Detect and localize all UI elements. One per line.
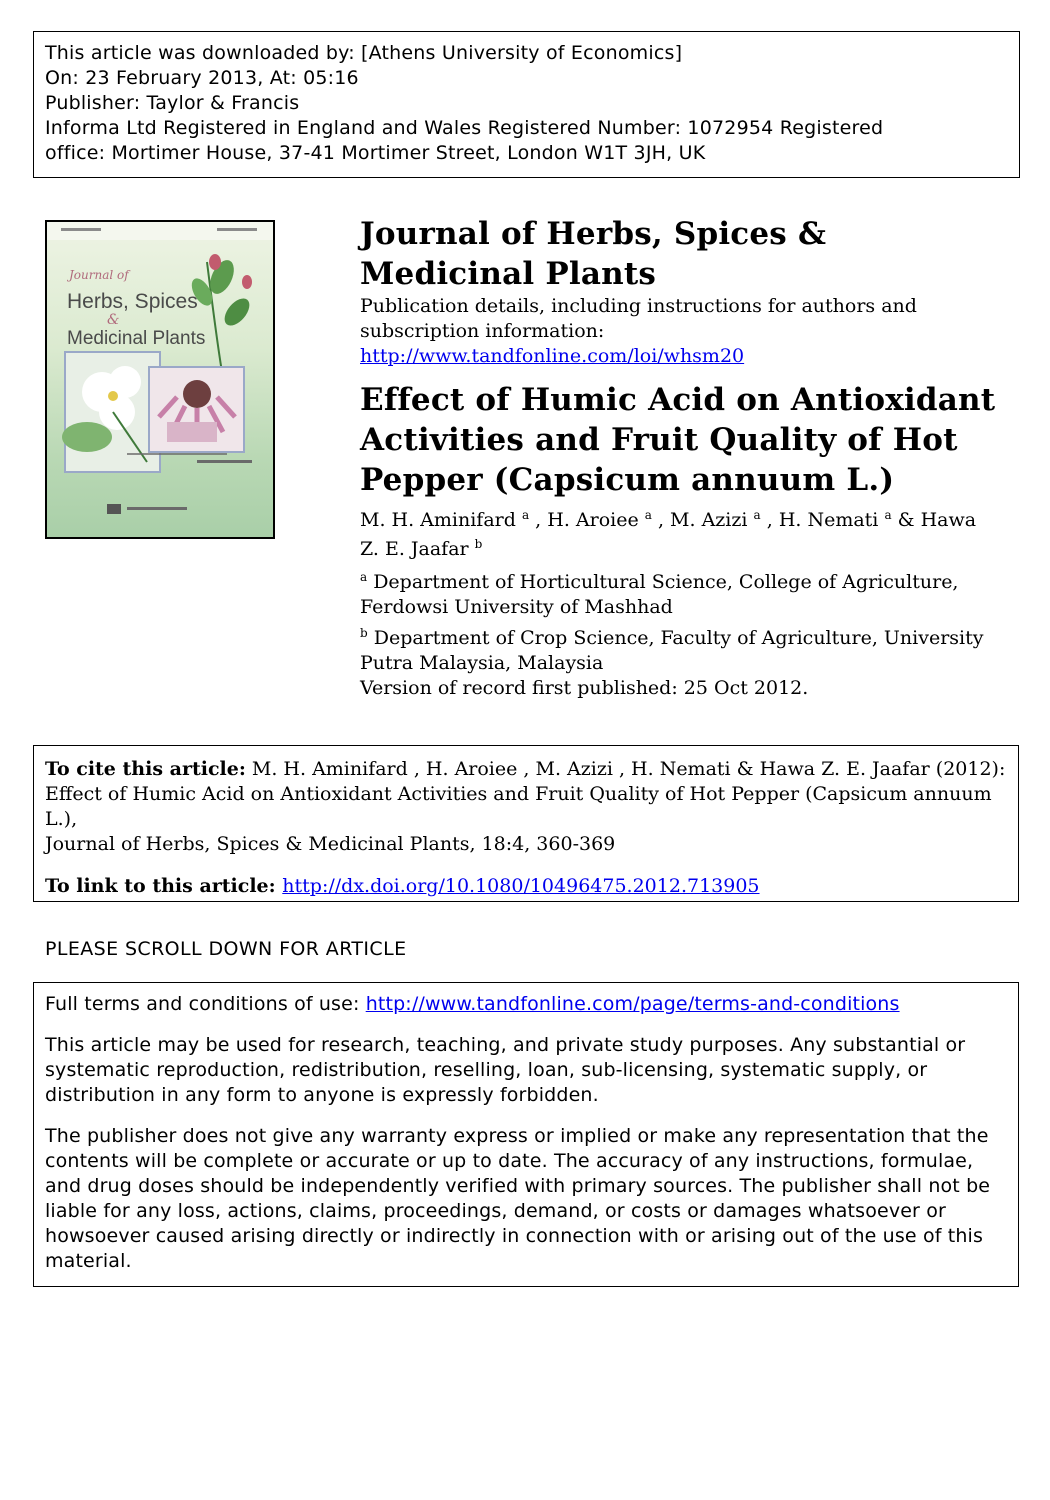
article-header xyxy=(360,214,1000,701)
download-notice-line: This article was downloaded by: [Athens University of Economics] xyxy=(45,42,683,64)
author-list xyxy=(360,506,1000,564)
cover-title-line1: Herbs, Spices xyxy=(67,290,198,313)
download-notice-line: Informa Ltd Registered in England and Wales Registered Number: 1072954 Registered xyxy=(45,117,884,139)
publication-details-cont: subscription information: xyxy=(360,320,605,342)
author-name: M. H. Aminifard xyxy=(360,509,516,531)
author-affiliation-mark: a xyxy=(884,508,892,522)
terms-paragraph: This article may be used for research, teaching, and private study purposes. Any substantial or systematic reproduction, redistribution, reselling, loan, sub-licensing, systematic supply, or distribution in any form to anyone is expressly forbidden. xyxy=(45,1034,966,1106)
citation-box xyxy=(33,745,1019,902)
journal-url-link[interactable]: http://www.tandfonline.com/loi/whsm20 xyxy=(360,345,745,367)
terms-label: Full terms and conditions of use: xyxy=(45,993,366,1015)
article-link-line xyxy=(45,874,1007,899)
citation-text: M. H. Aminifard , H. Aroiee , M. Azizi , H. Nemati & Hawa Z. E. Jaafar (2012): xyxy=(245,758,1006,780)
citation-label: To cite this article: xyxy=(45,758,246,780)
journal-cover-image xyxy=(45,220,275,539)
author-affiliation-mark: a xyxy=(753,508,761,522)
affiliation-text: Department of Crop Science, Faculty of Agriculture, University xyxy=(373,627,984,649)
publication-date: Version of record first published: 25 Oct 2012. xyxy=(360,677,809,699)
author-name: H. Aroiee xyxy=(547,509,639,531)
scroll-down-note: PLEASE SCROLL DOWN FOR ARTICLE xyxy=(45,938,407,960)
affiliation-text: Putra Malaysia, Malaysia xyxy=(360,652,604,674)
cover-ampersand: & xyxy=(107,312,120,328)
terms-link[interactable]: http://www.tandfonline.com/page/terms-and-conditions xyxy=(365,993,900,1015)
download-notice-box xyxy=(33,31,1020,178)
citation-line: Journal of Herbs, Spices & Medicinal Plants, 18:4, 360-369 xyxy=(45,833,616,855)
cover-journal-of: Journal of xyxy=(69,268,129,282)
cover-title-line2: Medicinal Plants xyxy=(67,328,206,349)
affiliation-text: Department of Horticultural Science, College of Agriculture, xyxy=(373,571,959,593)
affiliation-a xyxy=(360,570,1000,620)
affiliation-b xyxy=(360,626,1000,676)
cover-art xyxy=(47,222,273,537)
author-affiliation-mark: a xyxy=(644,508,652,522)
terms-paragraph: The publisher does not give any warranty express or implied or make any representation that the contents will be complete or accurate or up to date. The accuracy of any instructions, formulae, and drug doses should be independently verified with primary sources. The publisher shall not be liable for any loss, actions, claims, proceedings, demand, or costs or damages whatsoever or howsoever caused arising directly or indirectly in connection with or arising out of the use of this material. xyxy=(45,1125,991,1272)
author-separator: & xyxy=(891,509,921,531)
author-affiliation-mark: b xyxy=(474,537,483,551)
author-separator: , xyxy=(529,509,548,531)
article-link-label: To link to this article: xyxy=(45,875,283,897)
terms-line xyxy=(45,992,1007,1017)
download-notice-line: On: 23 February 2013, At: 05:16 xyxy=(45,67,359,89)
journal-title: Journal of Herbs, Spices & Medicinal Plants xyxy=(360,216,827,292)
article-doi-link[interactable]: http://dx.doi.org/10.1080/10496475.2012.713905 xyxy=(282,875,760,897)
author-name: M. Azizi xyxy=(670,509,748,531)
author-name: Hawa Z. E. Jaafar xyxy=(360,509,977,560)
download-notice-line: office: Mortimer House, 37-41 Mortimer Street, London W1T 3JH, UK xyxy=(45,142,706,164)
author-name: H. Nemati xyxy=(778,509,879,531)
author-separator: , xyxy=(760,509,779,531)
terms-box xyxy=(33,982,1019,1287)
citation-line: Effect of Humic Acid on Antioxidant Activities and Fruit Quality of Hot Pepper (Capsicum annuum L.), xyxy=(45,783,992,830)
author-affiliation-mark: a xyxy=(521,508,530,522)
author-separator: , xyxy=(651,509,671,531)
publication-details: Publication details, including instructions for authors and xyxy=(360,295,917,317)
affiliation-mark: a xyxy=(360,570,368,584)
affiliation-mark: b xyxy=(360,626,368,640)
download-notice-line: Publisher: Taylor & Francis xyxy=(45,92,300,114)
article-title: Effect of Humic Acid on Antioxidant Activities and Fruit Quality of Hot Pepper (Capsicum annuum L.) xyxy=(360,382,996,498)
affiliation-text: Ferdowsi University of Mashhad xyxy=(360,596,673,618)
citation-line xyxy=(45,757,1007,782)
